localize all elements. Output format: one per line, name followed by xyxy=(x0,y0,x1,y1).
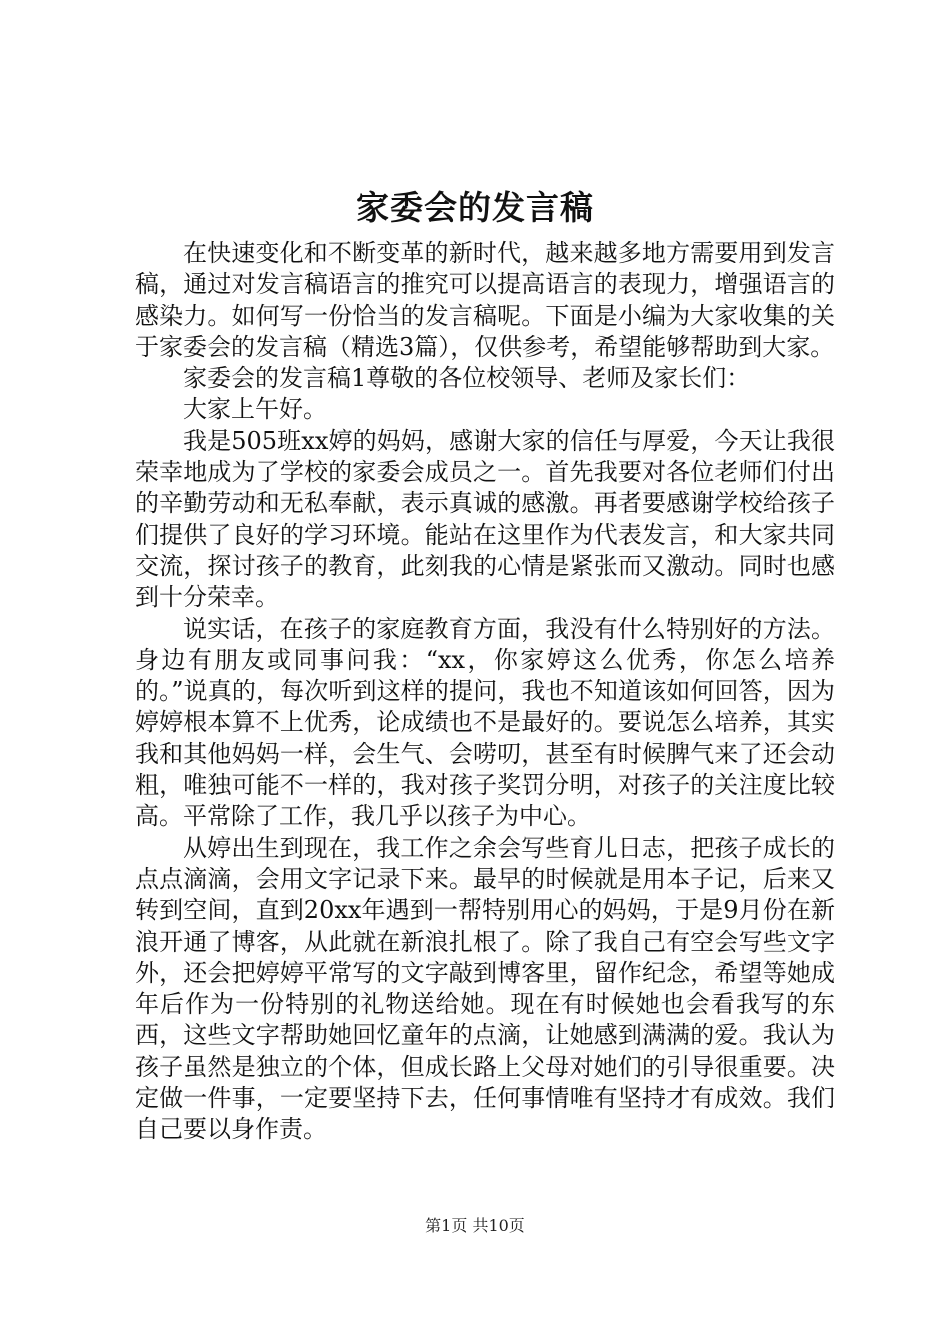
paragraph-parenting-diary: 从婷出生到现在，我工作之余会写些育儿日志，把孩子成长的点点滴滴，会用文字记录下来。最早的时候就是用本子记，后来又转到空间，直到20xx年遇到一帮特别用心的妈妈，于是9月份在新浪开通了博客，从此就在新浪扎根了。除了我自己有空会写些文字外，还会把婷婷平常写的文字敲到博客里，留作纪念，希望等她成年后作为一份特别的礼物送给她。现在有时候她也会看我写的东西，这些文字帮助她回忆童年的点滴，让她感到满满的爱。我认为孩子虽然是独立的个体，但成长路上父母对她们的引导很重要。决定做一件事，一定要坚持下去，任何事情唯有坚持才有成效。我们自己要以身作责。 xyxy=(135,833,835,1144)
paragraph-family-education: 说实话，在孩子的家庭教育方面，我没有什么特别好的方法。身边有朋友或同事问我：“xx，你家婷这么优秀，你怎么培养的。”说真的，每次听到这样的提问，我也不知道该如何回答，因为婷婷根本算不上优秀，论成绩也不是最好的。要说怎么培养，其实我和其他妈妈一样，会生气、会唠叨，甚至有时候脾气来了还会动粗，唯独可能不一样的，我对孩子奖罚分明，对孩子的关注度比较高。平常除了工作，我几乎以孩子为中心。 xyxy=(135,614,835,831)
paragraph-greeting: 大家上午好。 xyxy=(183,395,327,424)
document-body xyxy=(135,238,835,1146)
document-title: 家委会的发言稿 xyxy=(356,188,594,227)
page-number-footer: 第1页 共10页 xyxy=(425,1216,525,1235)
paragraph-heading-salutation: 家委会的发言稿1尊敬的各位校领导、老师及家长们： xyxy=(183,364,751,393)
paragraph-self-introduction: 我是505班xx婷的妈妈，感谢大家的信任与厚爱，今天让我很荣幸地成为了学校的家委会成员之一。首先我要对各位老师们付出的辛勤劳动和无私奉献，表示真诚的感激。再者要感谢学校给孩子们提供了良好的学习环境。能站在这里作为代表发言，和大家共同交流，探讨孩子的教育，此刻我的心情是紧张而又激动。同时也感到十分荣幸。 xyxy=(135,426,835,612)
paragraph-intro: 在快速变化和不断变革的新时代，越来越多地方需要用到发言稿，通过对发言稿语言的推究可以提高语言的表现力，增强语言的感染力。如何写一份恰当的发言稿呢。下面是小编为大家收集的关于家委会的发言稿（精选3篇），仅供参考，希望能够帮助到大家。 xyxy=(135,239,835,361)
